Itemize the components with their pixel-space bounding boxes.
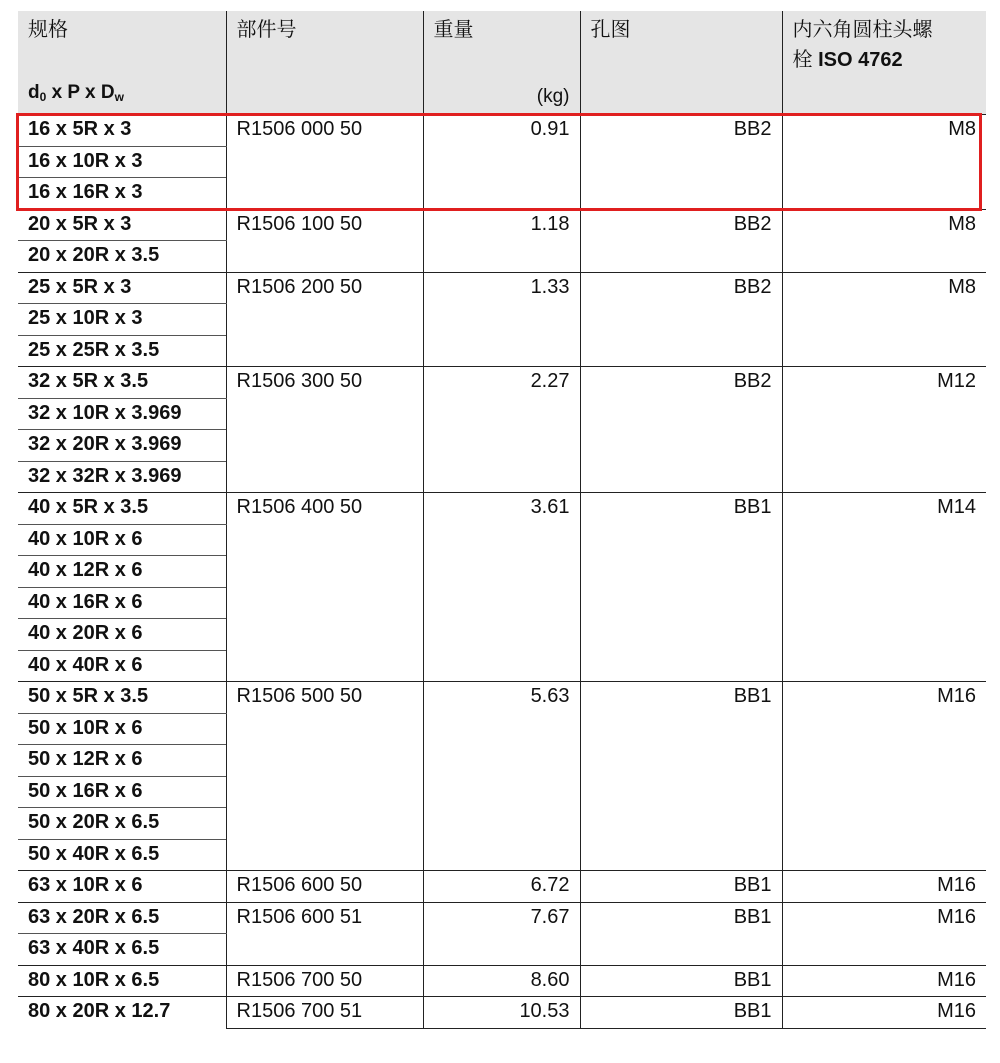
spec-cell: 63 x 20R x 6.5 (18, 902, 226, 934)
hole-pattern-cell: BB1 (580, 965, 782, 997)
screw-cell: M16 (782, 682, 986, 871)
weight-cell: 1.33 (423, 272, 580, 367)
screw-cell: M8 (782, 272, 986, 367)
header-weight-unit: (kg) (536, 86, 570, 107)
header-screw-iso: ISO 4762 (818, 49, 903, 71)
hole-pattern-cell: BB2 (580, 115, 782, 210)
header-spec-formula: $d_0$ x P x $D_w$ (28, 82, 124, 104)
spec-cell: 40 x 20R x 6 (18, 619, 226, 651)
table-row (18, 997, 986, 1029)
hole-pattern-cell: BB1 (580, 902, 782, 965)
hole-pattern-cell: BB1 (580, 493, 782, 682)
header-part-number: 部件号 (226, 11, 423, 115)
part-number-cell: R1506 600 50 (226, 871, 423, 903)
spec-cell: 50 x 10R x 6 (18, 713, 226, 745)
part-number-cell: R1506 600 51 (226, 902, 423, 965)
hole-pattern-cell: BB1 (580, 871, 782, 903)
part-number-cell: R1506 500 50 (226, 682, 423, 871)
spec-cell: 32 x 10R x 3.969 (18, 398, 226, 430)
table-row (18, 965, 986, 997)
part-number-cell: R1506 700 50 (226, 965, 423, 997)
spec-cell: 32 x 32R x 3.969 (28, 464, 182, 487)
screw-cell: M12 (782, 367, 986, 493)
header-weight: 重量 (kg) (423, 11, 580, 115)
table-row (18, 115, 986, 147)
part-number-cell: R1506 000 50 (226, 115, 423, 210)
table-body (18, 115, 986, 1029)
hole-pattern-cell: BB2 (580, 367, 782, 493)
spec-cell: 50 x 20R x 6.5 (18, 808, 226, 840)
spec-cell: 40 x 12R x 6 (18, 556, 226, 588)
table-row (18, 367, 986, 399)
header-hole-pattern: 孔图 (580, 11, 782, 115)
spec-cell: 16 x 5R x 3 (18, 115, 226, 147)
header-screw: 内六角圆柱头螺 栓 ISO 4762 (782, 11, 986, 115)
spec-cell: 25 x 10R x 3 (18, 304, 226, 336)
screw-cell: M14 (782, 493, 986, 682)
screw-cell: M8 (782, 209, 986, 272)
spec-cell: 25 x 5R x 3 (18, 272, 226, 304)
screw-cell: M8 (782, 115, 986, 210)
spec-cell: 40 x 16R x 6 (18, 587, 226, 619)
hole-pattern-cell: BB2 (580, 209, 782, 272)
spec-cell: 40 x 40R x 6 (28, 653, 143, 676)
spec-cell: 50 x 5R x 3.5 (18, 682, 226, 714)
spec-cell: 40 x 10R x 6 (18, 524, 226, 556)
table-row (18, 871, 986, 903)
spec-cell: 16 x 10R x 3 (18, 146, 226, 178)
spec-cell: 32 x 5R x 3.5 (18, 367, 226, 399)
spec-cell: 50 x 40R x 6.5 (28, 842, 160, 865)
hole-pattern-cell: BB2 (580, 272, 782, 367)
spec-cell: 50 x 12R x 6 (18, 745, 226, 777)
part-number-cell: R1506 200 50 (226, 272, 423, 367)
table-row (18, 272, 986, 304)
weight-cell: 2.27 (423, 367, 580, 493)
header-spec (18, 11, 226, 115)
spec-cell: 20 x 5R x 3 (18, 209, 226, 241)
weight-cell: 3.61 (423, 493, 580, 682)
weight-cell: 10.53 (423, 997, 580, 1029)
part-number-cell: R1506 400 50 (226, 493, 423, 682)
spec-cell: 40 x 5R x 3.5 (18, 493, 226, 525)
spec-cell: 32 x 20R x 3.969 (18, 430, 226, 462)
part-number-cell: R1506 100 50 (226, 209, 423, 272)
spec-cell: 16 x 16R x 3 (28, 181, 143, 203)
screw-cell: M16 (782, 997, 986, 1029)
hole-pattern-cell: BB1 (580, 682, 782, 871)
spec-cell: 50 x 16R x 6 (18, 776, 226, 808)
spec-cell: 20 x 20R x 3.5 (28, 244, 160, 266)
part-number-cell: R1506 300 50 (226, 367, 423, 493)
table-row (18, 209, 986, 241)
spec-cell: 25 x 25R x 3.5 (28, 338, 160, 361)
part-number-cell: R1506 700 51 (226, 997, 423, 1029)
screw-cell: M16 (782, 965, 986, 997)
spec-cell: 80 x 10R x 6.5 (18, 965, 226, 997)
weight-cell: 8.60 (423, 965, 580, 997)
weight-cell: 7.67 (423, 902, 580, 965)
table-row (18, 902, 986, 934)
spec-cell: 80 x 20R x 12.7 (18, 997, 226, 1029)
screw-cell: M16 (782, 902, 986, 965)
header-spec-title: 规格 (28, 19, 68, 41)
spec-table (18, 11, 986, 1029)
spec-cell: 63 x 40R x 6.5 (28, 937, 160, 959)
weight-cell: 0.91 (423, 115, 580, 210)
weight-cell: 5.63 (423, 682, 580, 871)
weight-cell: 1.18 (423, 209, 580, 272)
screw-cell: M16 (782, 871, 986, 903)
spec-cell: 63 x 10R x 6 (18, 871, 226, 903)
table-row (18, 493, 986, 525)
table-row (18, 682, 986, 714)
weight-cell: 6.72 (423, 871, 580, 903)
table-header (18, 11, 986, 115)
hole-pattern-cell: BB1 (580, 997, 782, 1029)
